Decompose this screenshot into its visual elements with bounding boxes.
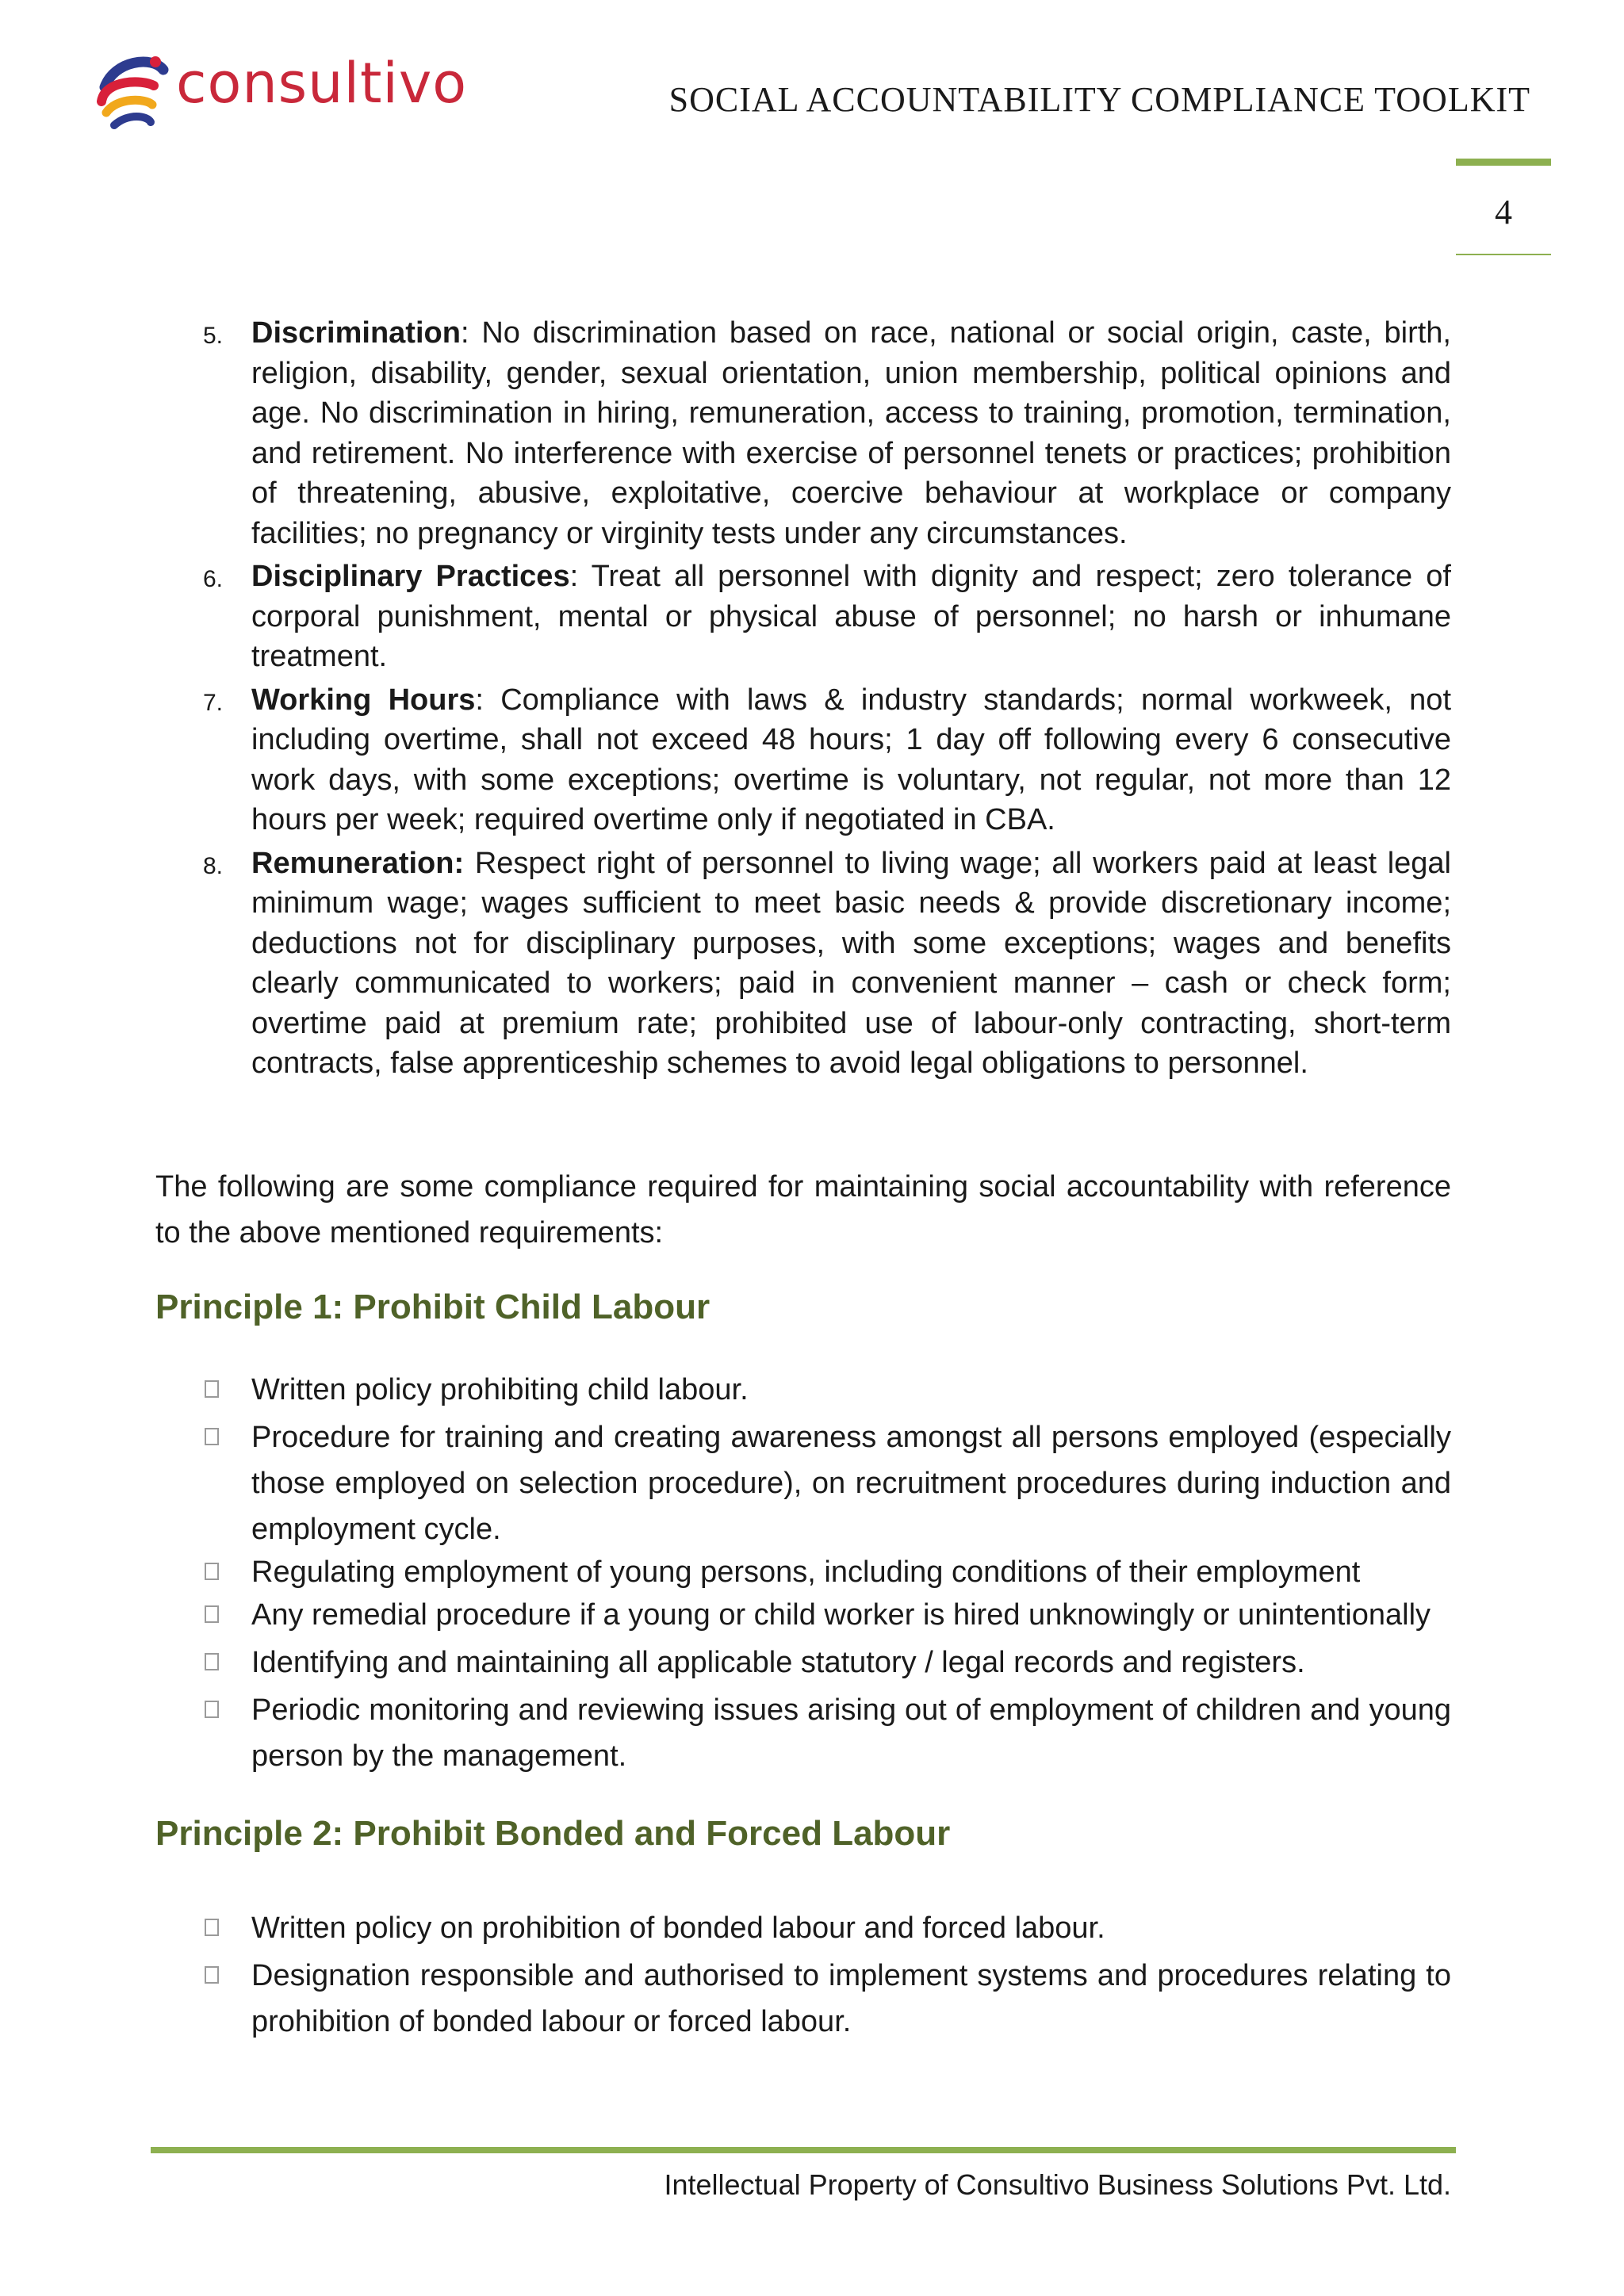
checklist-item [155, 1953, 1451, 2045]
checklist-text: Procedure for training and creating awareness amongst all persons employed (especially those employed on selection procedure), on recruitment procedures during induction and employment cycle. [251, 1421, 1451, 1546]
requirements-list [143, 313, 1451, 1087]
list-term-separator: : [475, 683, 484, 717]
checklist-item [155, 1414, 1451, 1552]
checklist-text: Periodic monitoring and reviewing issues arising out of employment of children and young person by the management. [251, 1693, 1451, 1773]
principle-1-checklist [155, 1367, 1451, 1781]
list-number: 5. [203, 323, 224, 349]
checklist-text: Written policy on prohibition of bonded labour and forced labour. [251, 1911, 1105, 1945]
checkbox-icon [205, 1380, 219, 1398]
list-item [143, 313, 1451, 553]
list-item [143, 844, 1451, 1084]
list-item [143, 680, 1451, 840]
checkbox-icon [205, 1563, 219, 1580]
checklist-text: Regulating employment of young persons, including conditions of their employment [251, 1556, 1361, 1589]
checkbox-icon [205, 1919, 219, 1936]
checkbox-icon [205, 1605, 219, 1623]
intro-paragraph: The following are some compliance required for maintaining social accountability with reference to the above mentioned requirements: [155, 1170, 1451, 1249]
checklist-item [155, 1640, 1451, 1686]
checklist-item [155, 1687, 1451, 1779]
list-number: 8. [203, 852, 224, 879]
list-text: Compliance with laws & industry standards; normal workweek, not including overtime, shall not exceed 48 hours; 1 day off following every 6 consecutive work days, with some exceptions; overtime is voluntary, not regular, not more than 12 hours per week; required overtime only if negotiated in CBA. [251, 683, 1451, 836]
list-term: Discrimination [251, 316, 461, 350]
checkbox-icon [205, 1653, 219, 1670]
checkbox-icon [205, 1701, 219, 1718]
checklist-item [155, 1367, 1451, 1413]
document-title: SOCIAL ACCOUNTABILITY COMPLIANCE TOOLKIT [668, 80, 1530, 119]
checklist-text: Written policy prohibiting child labour. [251, 1373, 749, 1406]
logo-wordmark: consultivo [176, 51, 468, 116]
list-term-separator: : [460, 316, 469, 350]
checklist-item [155, 1592, 1451, 1638]
checkbox-icon [205, 1428, 219, 1445]
checklist-text: Identifying and maintaining all applicable statutory / legal records and registers. [251, 1646, 1305, 1679]
page-number-box [1456, 159, 1551, 255]
checklist-text: Designation responsible and authorised to implement systems and procedures relating to prohibition of bonded labour or forced labour. [251, 1959, 1451, 2038]
list-text: Treat all personnel with dignity and respect; zero tolerance of corporal punishment, mental or physical abuse of personnel; no harsh or inhumane treatment. [251, 560, 1451, 673]
list-number: 7. [203, 689, 224, 716]
logo-swoosh-icon [97, 52, 184, 140]
checklist-text: Any remedial procedure if a young or child worker is hired unknowingly or unintentionally [251, 1598, 1431, 1632]
principle-1-heading: Principle 1: Prohibit Child Labour [155, 1288, 710, 1326]
checkbox-icon [205, 1966, 219, 1984]
checklist-item [155, 1549, 1451, 1595]
list-text: Respect right of personnel to living wage; all workers paid at least legal minimum wage; wages sufficient to meet basic needs & provide discretionary income; deductions not for disciplinary purposes, with some exceptions; wages and benefits clearly communicated to workers; paid in convenient manner – cash or check form; overtime paid at premium rate; prohibited use of labour-only contracting, short-term contracts, false apprenticeship schemes to avoid legal obligations to personnel. [251, 846, 1451, 1080]
list-item [143, 557, 1451, 677]
checklist-item [155, 1905, 1451, 1951]
list-term-separator: : [569, 560, 579, 593]
page-number: 4 [1495, 193, 1512, 232]
principle-2-checklist [155, 1905, 1451, 2046]
footer-divider [151, 2147, 1456, 2153]
principle-2-heading: Principle 2: Prohibit Bonded and Forced Labour [155, 1814, 951, 1853]
list-term: Working Hours [251, 683, 476, 717]
company-logo [97, 51, 468, 140]
list-term: Remuneration: [251, 846, 465, 880]
list-number: 6. [203, 566, 224, 592]
list-term: Disciplinary Practices [251, 560, 570, 593]
footer-copyright: Intellectual Property of Consultivo Business Solutions Pvt. Ltd. [664, 2168, 1451, 2201]
list-text: No discrimination based on race, national or social origin, caste, birth, religion, disability, gender, sexual orientation, union membership, political opinions and age. No discrimination in hiring, remuneration, access to training, promotion, termination, and retirement. No interference with exercise of personnel tenets or practices; prohibition of threatening, abusive, exploitative, coercive behaviour at workplace or company facilities; no pregnancy or virginity tests under any circumstances. [251, 316, 1451, 550]
